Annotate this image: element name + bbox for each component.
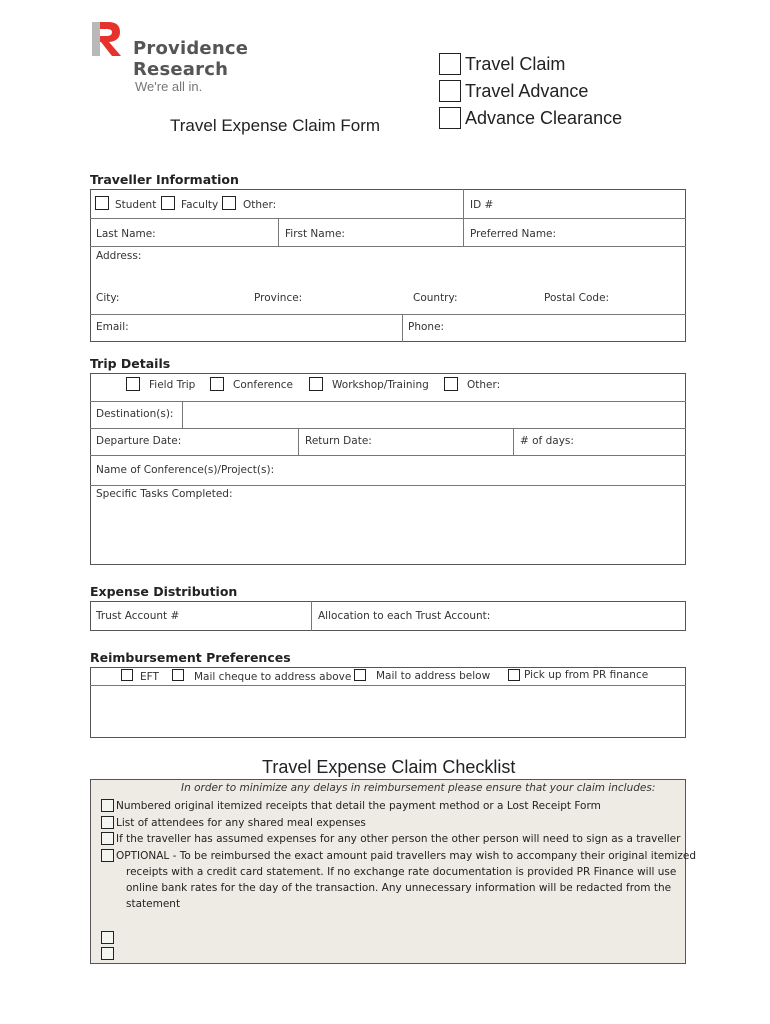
- pickup-label: Pick up from PR finance: [524, 669, 649, 681]
- address-label: Address:: [96, 250, 142, 262]
- preferred-name-label: Preferred Name:: [470, 228, 557, 240]
- claim-type-advance-clearance[interactable]: [439, 107, 622, 129]
- field-trip-label: Field Trip: [149, 379, 196, 391]
- brand-tagline: We're all in.: [135, 79, 203, 94]
- claim-type-travel-claim[interactable]: [439, 53, 565, 75]
- return-date-label: Return Date:: [305, 435, 372, 447]
- departure-date-label: Departure Date:: [96, 435, 182, 447]
- expense-distribution-title: Expense Distribution: [90, 584, 238, 599]
- travel-claim-checkbox[interactable]: [439, 53, 461, 75]
- other-trip-checkbox[interactable]: [444, 377, 458, 391]
- last-name-label: Last Name:: [96, 228, 156, 240]
- phone-label: Phone:: [408, 321, 445, 333]
- checklist-item3-checkbox[interactable]: [101, 832, 114, 845]
- checklist-intro: In order to minimize any delays in reimbursement please ensure that your claim includes:: [181, 782, 656, 794]
- travel-claim-label: Travel Claim: [465, 53, 566, 74]
- workshop-checkbox[interactable]: [309, 377, 323, 391]
- checklist-item1-checkbox[interactable]: [101, 799, 114, 812]
- allocation-label: Allocation to each Trust Account:: [318, 610, 491, 622]
- brand-name-line2: Research: [133, 59, 229, 80]
- pickup-checkbox[interactable]: [508, 669, 520, 681]
- faculty-checkbox[interactable]: [161, 196, 175, 210]
- checklist-item4-label-line3: online bank rates for the day of the transaction. Any unnecessary information will be redacted from the: [126, 882, 672, 894]
- checklist-item1-label: Numbered original itemized receipts that detail the payment method or a Lost Receipt Form: [116, 800, 601, 812]
- city-label: City:: [96, 292, 120, 304]
- trip-details-title: Trip Details: [90, 356, 171, 371]
- mail-below-label: Mail to address below: [376, 670, 491, 682]
- conference-name-label: Name of Conference(s)/Project(s):: [96, 464, 275, 476]
- postal-code-label: Postal Code:: [544, 292, 610, 304]
- advance-clearance-label: Advance Clearance: [465, 107, 623, 128]
- eft-label: EFT: [140, 671, 159, 683]
- checklist-item4-label-line2: receipts with a credit card statement. If no exchange rate documentation is provided PR Finance will use: [126, 866, 677, 878]
- traveller-info-section: [90, 189, 686, 342]
- other-traveller-checkbox[interactable]: [222, 196, 236, 210]
- advance-clearance-checkbox[interactable]: [439, 107, 461, 129]
- checklist-item4-checkbox[interactable]: [101, 849, 114, 862]
- faculty-label: Faculty: [181, 199, 219, 211]
- checklist-item3-label: If the traveller has assumed expenses for any other person the other person will need to sign as a traveller: [116, 833, 681, 845]
- workshop-label: Workshop/Training: [332, 379, 429, 391]
- brand-name: [133, 38, 248, 80]
- providence-logo-icon: [90, 18, 124, 58]
- country-label: Country:: [413, 292, 458, 304]
- student-checkbox[interactable]: [95, 196, 109, 210]
- mail-above-checkbox[interactable]: [172, 669, 184, 681]
- conference-label: Conference: [233, 379, 294, 391]
- checklist-title: Travel Expense Claim Checklist: [262, 757, 516, 777]
- mail-above-label: Mail cheque to address above: [194, 671, 352, 683]
- travel-advance-checkbox[interactable]: [439, 80, 461, 102]
- student-label: Student: [115, 199, 157, 211]
- brand-name-line1: Providence: [133, 38, 249, 59]
- eft-checkbox[interactable]: [121, 669, 133, 681]
- claim-type-travel-advance[interactable]: [439, 80, 588, 102]
- checklist-item4-label-line1: OPTIONAL - To be reimbursed the exact amount paid travellers may wish to accompany their original itemized: [116, 850, 697, 862]
- checklist-item4-label-line4: statement: [126, 898, 181, 910]
- specific-tasks-label: Specific Tasks Completed:: [96, 488, 233, 500]
- email-label: Email:: [96, 321, 129, 333]
- other-traveller-label: Other:: [243, 199, 277, 211]
- checklist-item2-label: List of attendees for any shared meal expenses: [116, 817, 366, 829]
- trust-account-label: Trust Account #: [96, 610, 180, 622]
- province-label: Province:: [254, 292, 303, 304]
- number-of-days-label: # of days:: [520, 435, 574, 447]
- field-trip-checkbox[interactable]: [126, 377, 140, 391]
- destination-label: Destination(s):: [96, 408, 174, 420]
- traveller-info-title: Traveller Information: [90, 172, 239, 187]
- checklist-extra-checkbox-1[interactable]: [101, 931, 114, 944]
- other-trip-label: Other:: [467, 379, 501, 391]
- travel-advance-label: Travel Advance: [465, 80, 589, 101]
- conference-checkbox[interactable]: [210, 377, 224, 391]
- reimbursement-preferences-title: Reimbursement Preferences: [90, 650, 291, 665]
- checklist-extra-checkbox-2[interactable]: [101, 947, 114, 960]
- id-field-label: ID #: [470, 199, 494, 211]
- first-name-label: First Name:: [285, 228, 345, 240]
- mail-below-checkbox[interactable]: [354, 669, 366, 681]
- form-title: Travel Expense Claim Form: [170, 116, 381, 135]
- checklist-item2-checkbox[interactable]: [101, 816, 114, 829]
